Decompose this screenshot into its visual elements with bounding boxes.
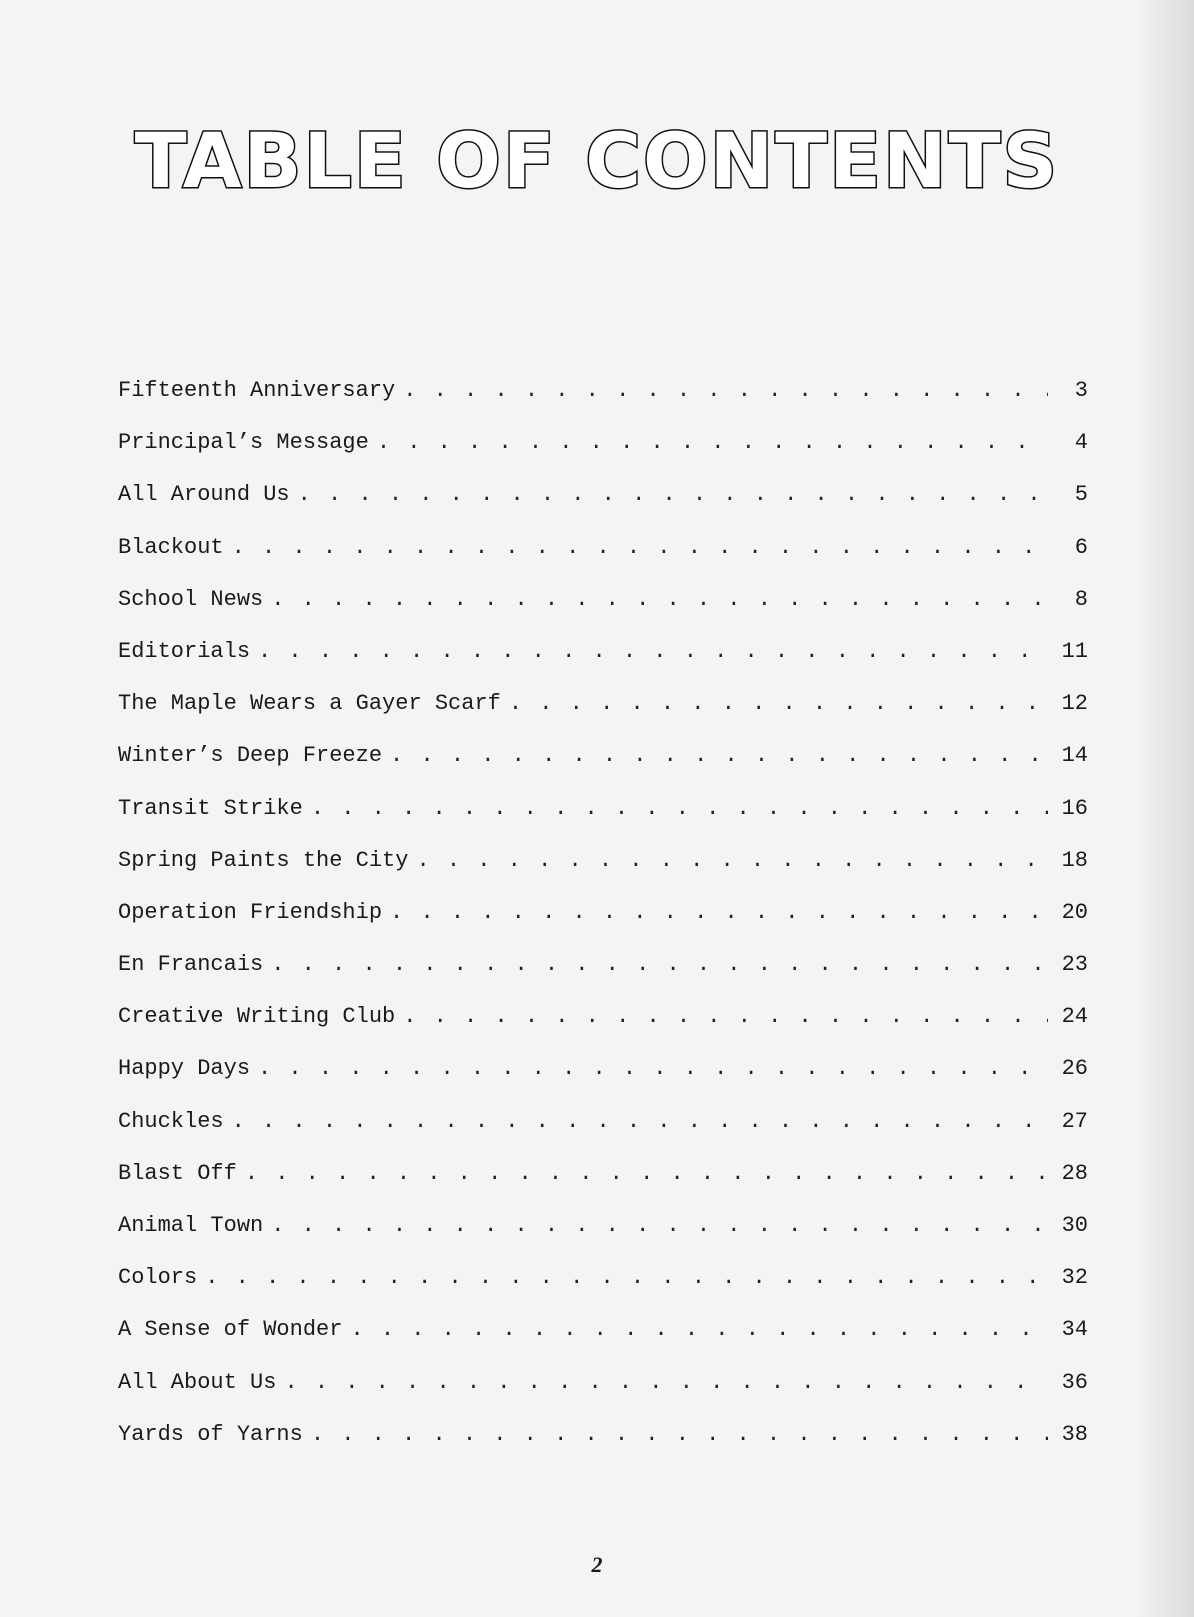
toc-entry-title: Operation Friendship [118,899,383,925]
toc-entry-title: Creative Writing Club [118,1004,396,1030]
toc-entry-page: 34 [1061,1317,1088,1343]
toc-dot-leader [284,1370,1048,1395]
page-title: TABLE OF CONTENTS [134,115,1060,205]
page-edge-shadow [1134,0,1194,1617]
toc-entry [118,639,1088,691]
toc-dot-leader [377,430,1048,455]
toc-entry [118,482,1088,534]
toc-entry-page: 12 [1061,691,1088,717]
toc-entry-page: 27 [1061,1108,1088,1134]
toc-entry [118,743,1088,795]
toc-entry-page: 38 [1061,1421,1088,1447]
toc-entry [118,535,1088,587]
toc-entry-title: Blackout [118,534,224,560]
toc-entry-page: 36 [1061,1369,1088,1395]
toc-dot-leader [390,743,1048,768]
toc-entry [118,1109,1088,1161]
toc-entry-title: A Sense of Wonder [118,1317,343,1343]
toc-entry-title: En Francais [118,952,264,978]
toc-entry [118,1056,1088,1108]
toc-entry [118,1161,1088,1213]
table-of-contents [118,378,1088,1474]
toc-entry-title: All Around Us [118,482,290,508]
toc-entry-title: Blast Off [118,1160,237,1186]
toc-entry-title: Winter’s Deep Freeze [118,743,383,769]
toc-entry-page: 3 [1074,378,1088,403]
toc-entry-title: All About Us [118,1369,277,1395]
toc-entry [118,691,1088,743]
toc-entry-page: 18 [1061,847,1088,873]
toc-entry-title: Chuckles [118,1108,224,1134]
toc-entry [118,1317,1088,1369]
toc-entry-page: 32 [1061,1265,1088,1291]
toc-dot-leader [232,535,1048,560]
toc-entry-title: Transit Strike [118,795,303,821]
toc-dot-leader [416,848,1048,873]
toc-dot-leader [258,639,1048,664]
toc-entry-title: Principal’s Message [118,430,369,456]
toc-entry-title: Yards of Yarns [118,1421,303,1447]
toc-entry [118,952,1088,1004]
toc-entry [118,848,1088,900]
toc-entry [118,1004,1088,1056]
toc-dot-leader [298,482,1048,507]
toc-dot-leader [390,900,1048,925]
toc-entry-page: 30 [1061,1213,1088,1238]
toc-entry-title: Spring Paints the City [118,847,409,873]
toc-entry [118,1213,1088,1265]
toc-entry-page: 28 [1061,1160,1088,1186]
toc-entry-page: 14 [1061,743,1088,769]
toc-entry-page: 23 [1061,952,1088,978]
toc-dot-leader [245,1161,1048,1186]
toc-dot-leader [403,378,1048,403]
toc-entry [118,796,1088,848]
toc-entry-page: 5 [1074,482,1088,508]
toc-entry [118,900,1088,952]
toc-dot-leader [403,1004,1048,1029]
toc-dot-leader [271,587,1048,612]
toc-entry-page: 20 [1061,899,1088,925]
toc-dot-leader [350,1317,1048,1342]
toc-entry [118,430,1088,482]
toc-entry-title: Editorials [118,638,251,664]
toc-entry-page: 8 [1074,586,1088,612]
toc-entry [118,587,1088,639]
toc-dot-leader [271,1213,1048,1238]
toc-entry [118,1370,1088,1422]
toc-entry-title: Colors [118,1265,198,1291]
page-number: 2 [591,1552,603,1577]
toc-dot-leader [509,691,1048,716]
toc-dot-leader [311,1422,1048,1447]
toc-entry-page: 26 [1061,1056,1088,1082]
toc-entry-page: 24 [1061,1004,1088,1030]
toc-entry-title: Fifteenth Anniversary [118,378,396,403]
toc-entry [118,1422,1088,1474]
toc-entry-page: 16 [1061,795,1088,821]
toc-entry-title: School News [118,586,264,612]
toc-entry-title: Animal Town [118,1213,264,1238]
toc-entry [118,378,1088,430]
toc-dot-leader [258,1056,1048,1081]
toc-entry [118,1265,1088,1317]
toc-entry-title: Happy Days [118,1056,251,1082]
toc-entry-page: 6 [1074,534,1088,560]
toc-dot-leader [232,1109,1048,1134]
toc-entry-title: The Maple Wears a Gayer Scarf [118,691,501,717]
toc-dot-leader [205,1265,1048,1290]
toc-entry-page: 11 [1061,638,1088,664]
toc-dot-leader [271,952,1048,977]
toc-entry-page: 4 [1074,430,1088,456]
toc-dot-leader [311,796,1048,821]
